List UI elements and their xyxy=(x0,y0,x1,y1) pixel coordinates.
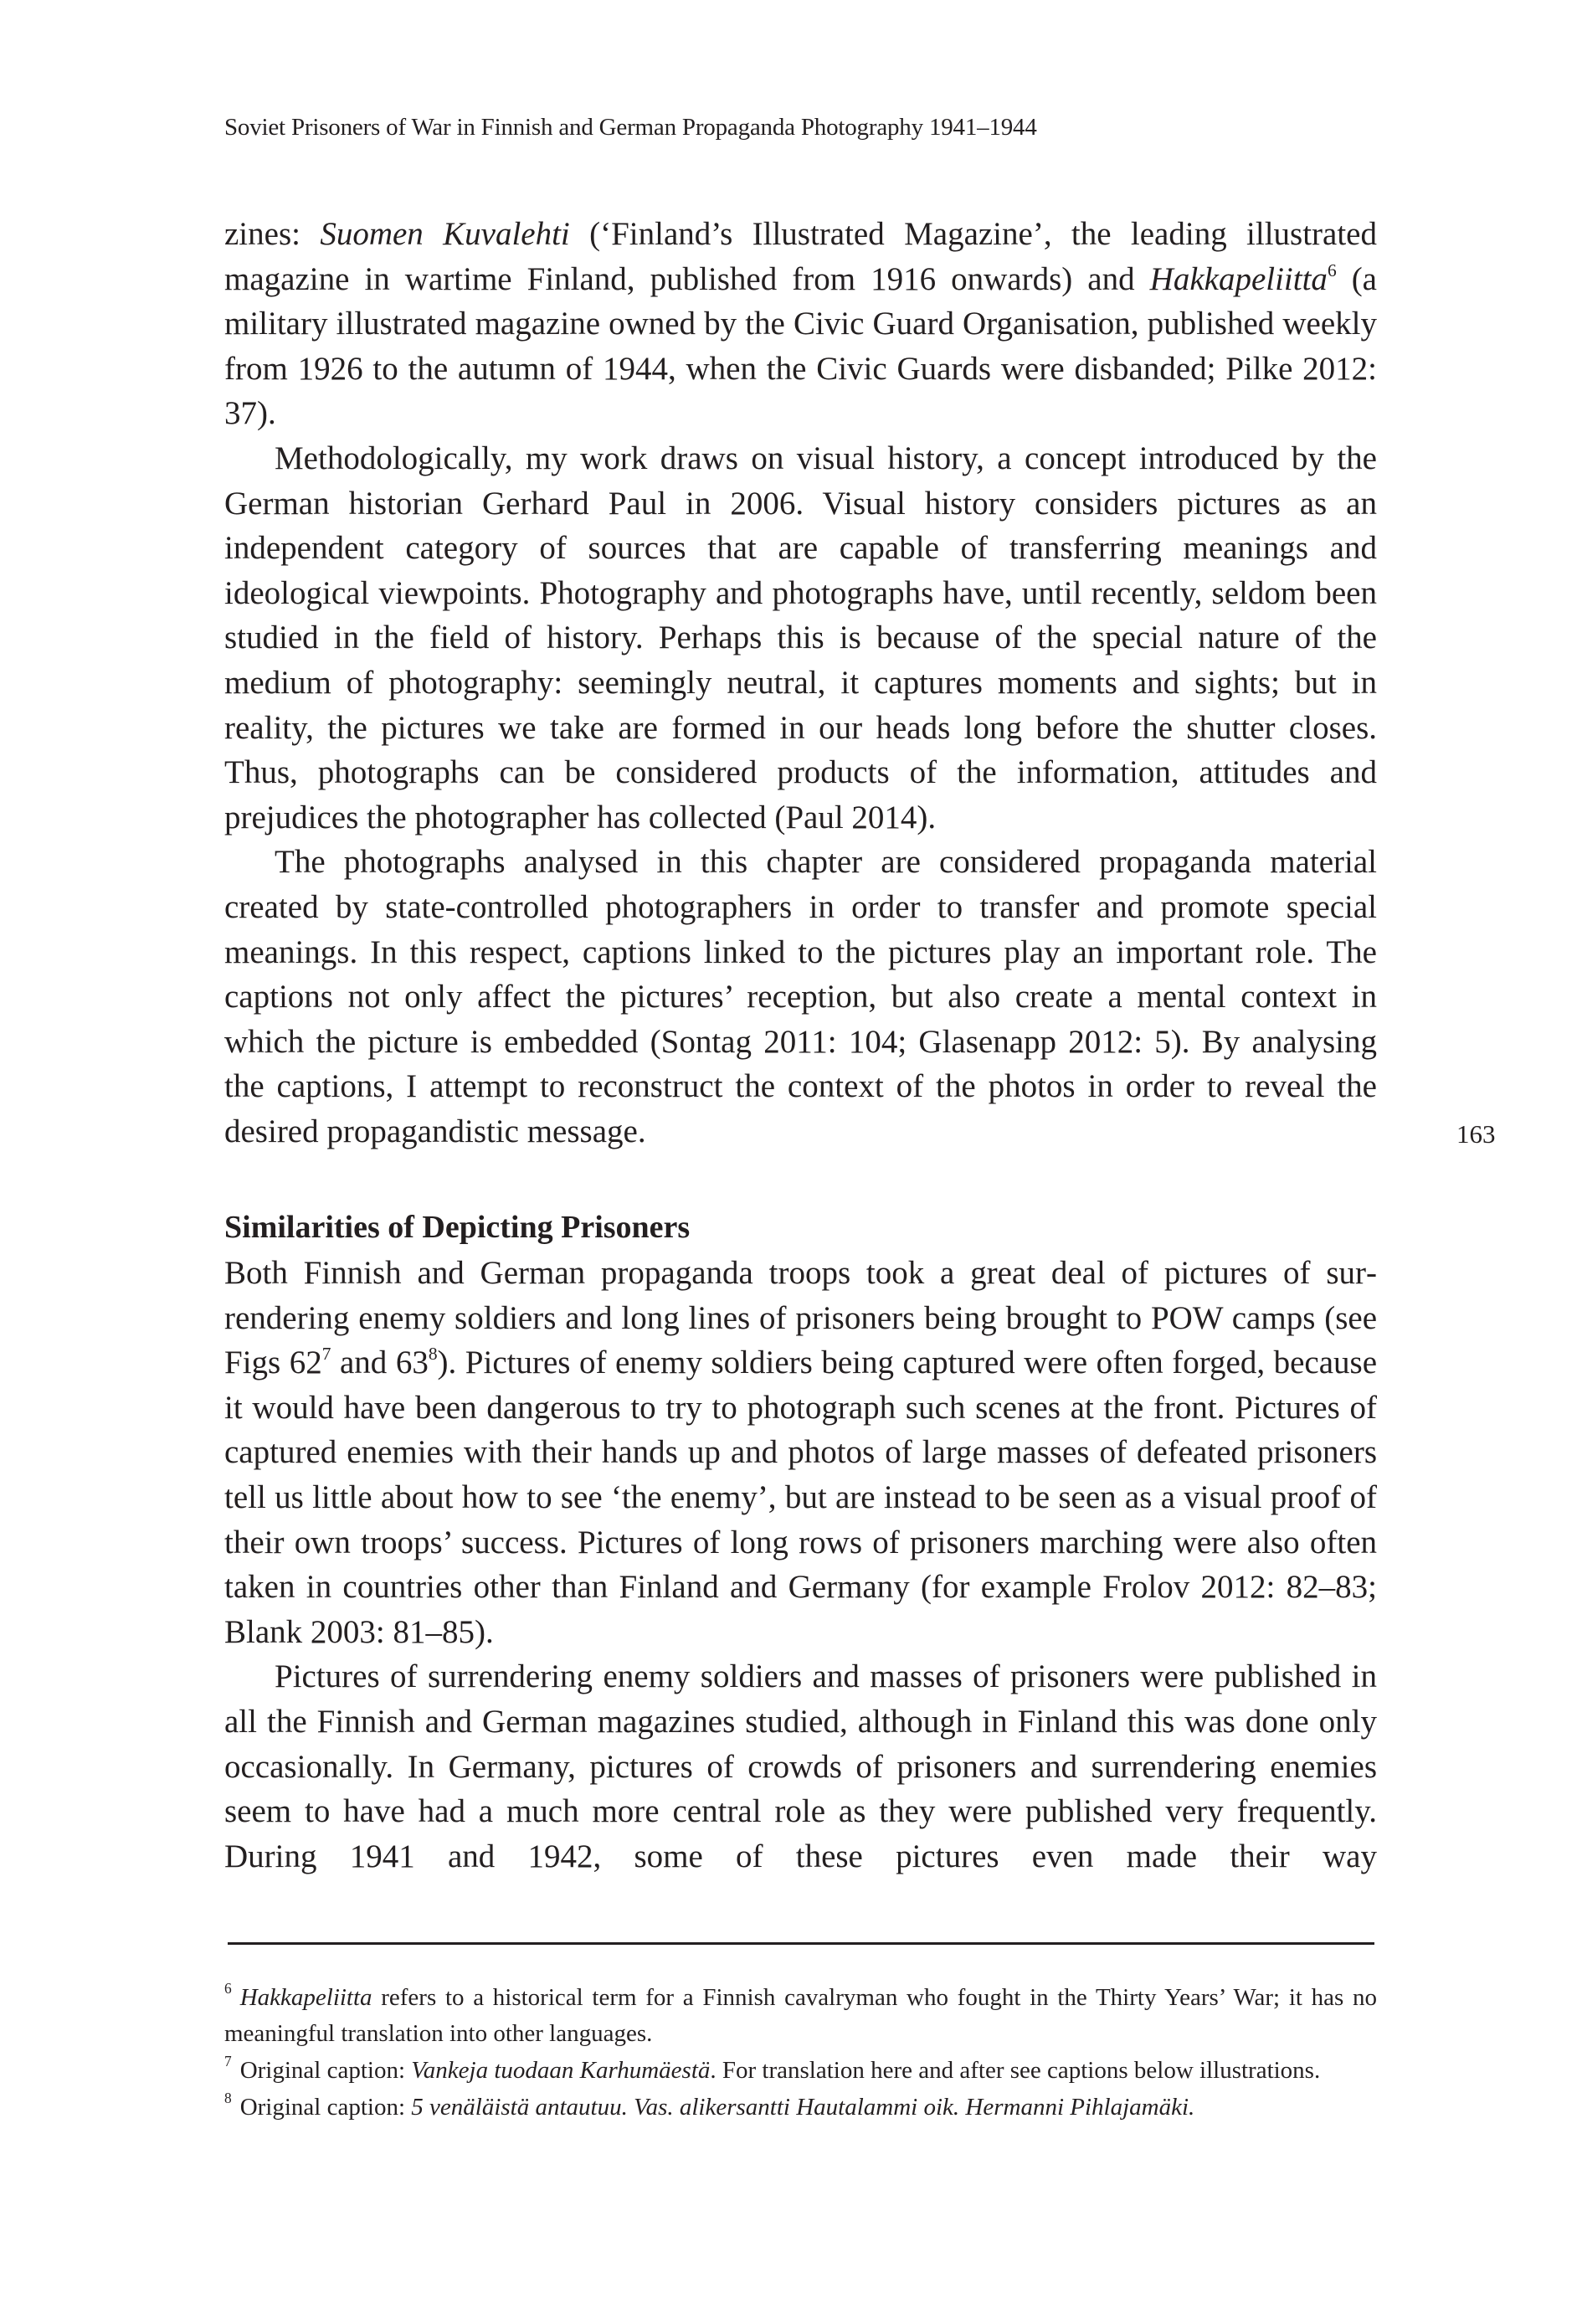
section-heading: Similarities of Depicting Prisoners xyxy=(224,1210,691,1246)
footnote-ref-6[interactable]: 6 xyxy=(1327,260,1337,280)
footnote-divider xyxy=(228,1942,1374,1945)
footnote-ref-7[interactable]: 7 xyxy=(321,1344,331,1365)
paragraph-surrendering-soldiers: Both Finnish and German propaganda troops took a great deal of pictures of surrendering enemy soldiers and long lines of prisoners being brought to POW camps (see Figs $62^7$ and $63^8$). Pictures of enemy soldiers being captured were often forged, because it would have been dangerous to try to photograph such scenes at the front. Pictures of captured enemies with their hands up and photos of large masses of defeated prisoners tell us little about how to see ‘the enemy’, but are instead to be seen as a visual proof of their own troops’ success. Pictures of long rows of prisoners marching were also often taken in countries other than Finland and Germany (for example Frolov 2012: 82–83; Blank 2003: 81–85). xyxy=(224,1255,1378,1650)
paragraph-visual-history: Methodologically, my work draws on visual history, a concept introduced by the German historian Gerhard Paul in 2006. Visual history considers pictures as an independent category of sources that are capable of transferring meanings and ideological viewpoints. Photography and photographs have, until recently, seldom been studied in the field of history. Perhaps this is because of the special nature of the medium of photography: seemingly neutral, it captures moments and sights; but in reality, the pictures we take are formed in our heads long before the shutter closes. Thus, photographs can be considered products of the information, attitudes and prejudices the photographer has collected (Paul 2014). xyxy=(224,440,1377,836)
page-number: 163 xyxy=(1456,1119,1496,1149)
footnote-number: 7 xyxy=(224,2053,232,2070)
footnotes xyxy=(224,1980,1377,2126)
footnote-number: 6 xyxy=(224,1980,232,1998)
body-text xyxy=(224,212,1377,1879)
magazine-title-suomen-kuvalehti: Suomen Kuvalehti xyxy=(320,216,570,252)
paragraph-propaganda-captions: The photographs analysed in this chapter are considered propaganda material created by state-controlled photographers in order to transfer and promote special meanings. In this respect, captions linked to the pictures play an important role. The captions not only affect the pictures’ reception, but also create a mental context in which the picture is embedded (Sontag 2011: 104; Glasenapp 2012: 5). By analysing the captions, I attempt to reconstruct the context of the photos in order to reveal the desired propagandistic message. xyxy=(224,844,1377,1149)
footnote-ref-8[interactable]: 8 xyxy=(428,1344,438,1365)
footnote-8: $^8$ Original caption: 5 venäläistä antautuu. Vas. alikersantti Hautalammi oik. Hermanni Pihlajamäki. xyxy=(224,2090,1195,2121)
magazine-title-hakkapeliitta: Hakkapeliitta xyxy=(1149,260,1328,297)
section-spacer xyxy=(224,1154,1377,1206)
footnote-number: 8 xyxy=(224,2090,232,2107)
paragraph-continuation: zines: Suomen Kuvalehti (‘Finland’s Illustrated Magazine’, the leading illustrated magazine in wartime Finland, published from 1916 onwards) and Hakkapeliitta$^6$ (a military illustrated magazine owned by the Civic Guard Organisation, published weekly from 1926 to the autumn of 1944, when the Civic Guards were disbanded; Pilke 2012: 37). xyxy=(224,216,1377,432)
paragraph-published-pictures: Pictures of surrendering enemy soldiers and masses of prisoners were published in all the Finnish and German magazines studied, although in Finland this was done only occasionally. In Germany, pictures of crowds of prisoners and surrendering enemies seem to have had a much more central role as they were published very frequently. During 1941 and 1942, some of these pictures even made their way xyxy=(224,1658,1377,1874)
footnote-6: $^6$ Hakkapeliitta refers to a historical term for a Finnish cavalryman who fought in the Thirty Years’ War; it has no meaningful translation into other languages. xyxy=(224,1980,1377,2047)
running-head: Soviet Prisoners of War in Finnish and German Propaganda Photography 1941–1944 xyxy=(224,114,1037,141)
footnote-7: $^7$ Original caption: Vankeja tuodaan Karhumäestä. For translation here and after see captions below illustrations. xyxy=(224,2053,1321,2084)
